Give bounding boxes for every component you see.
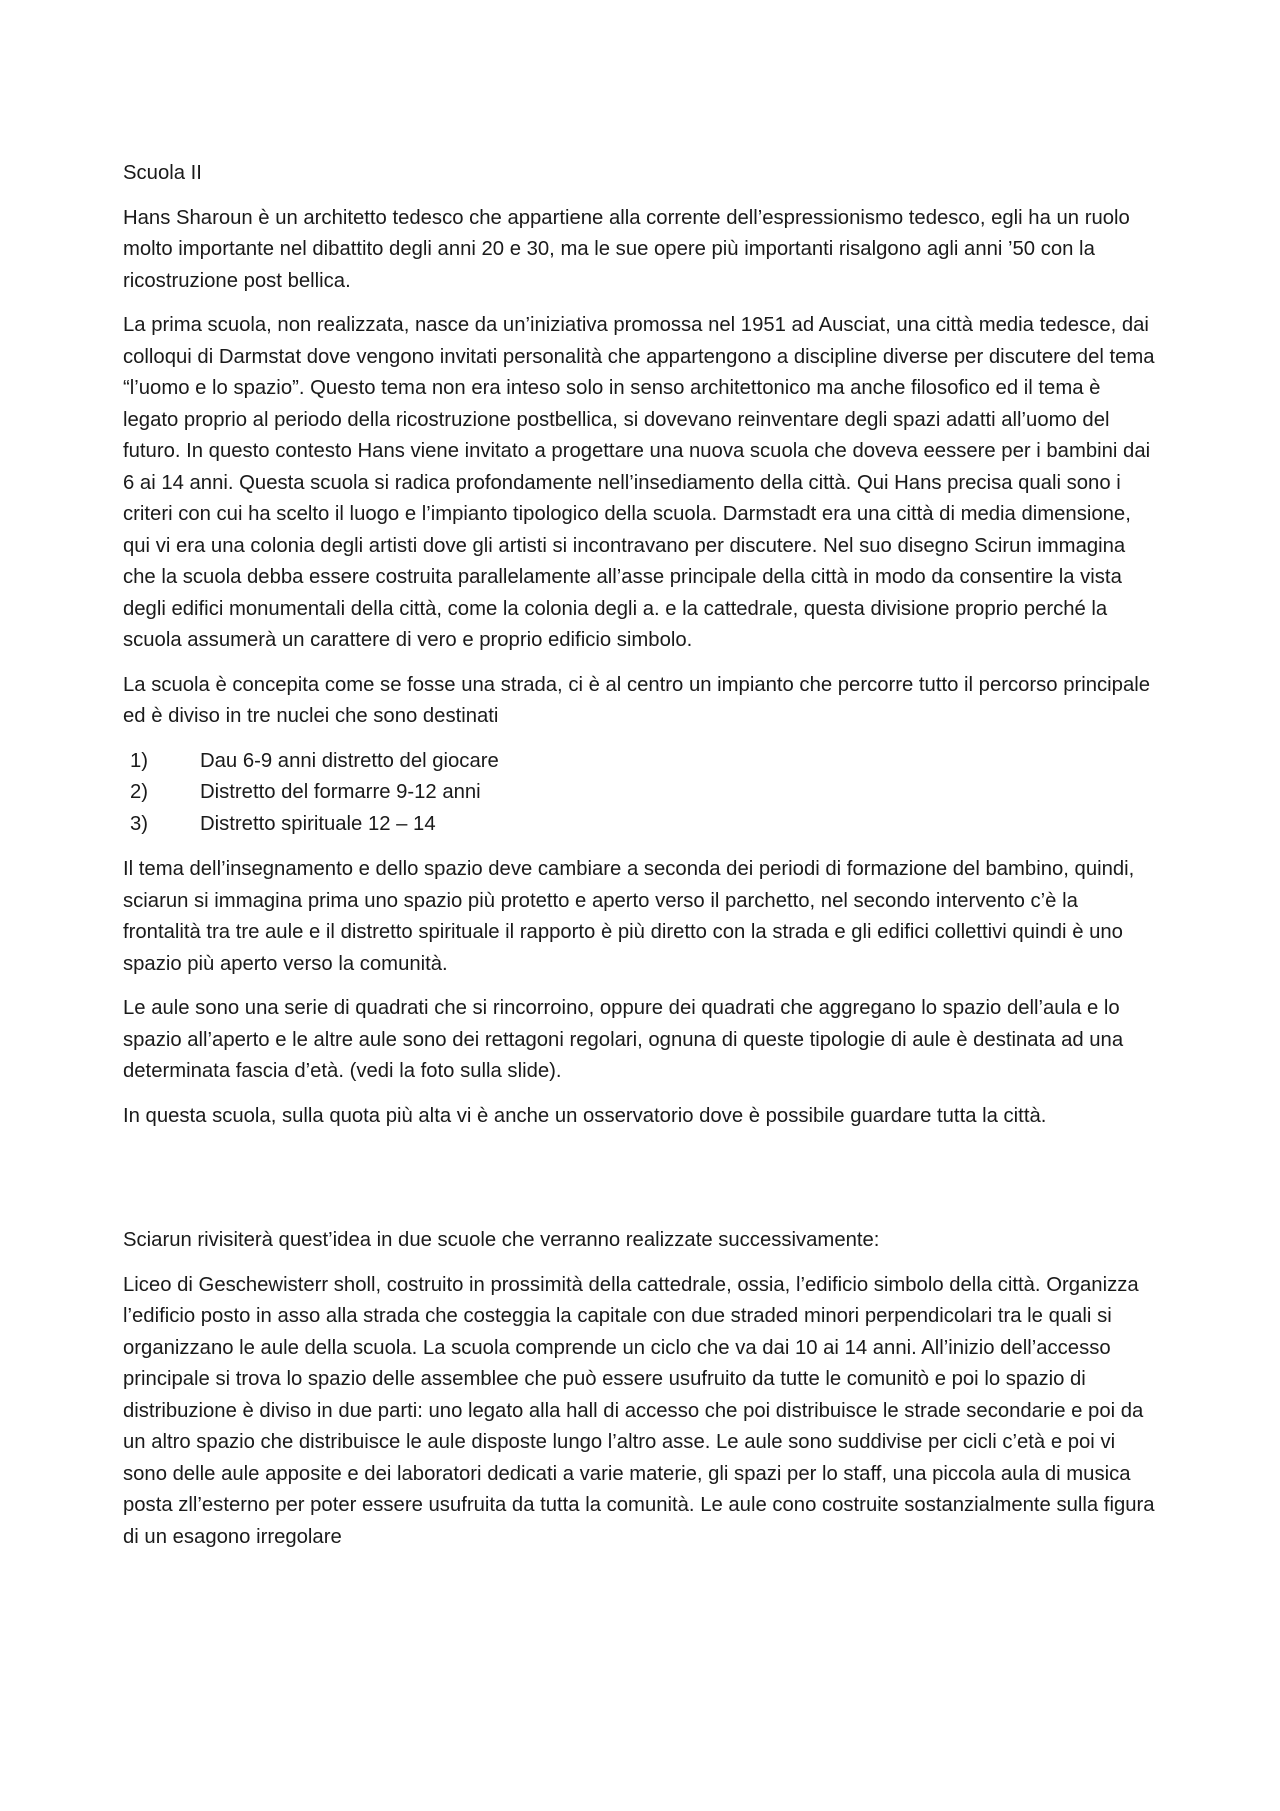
- paragraph-classrooms: Le aule sono una serie di quadrati che si rincorroino, oppure dei quadrati che aggregano lo spazio dell’aula e lo spazio all’aperto e le altre aule sono dei rettagoni regolari, ognuna di queste tipologie di aule è destinata ad una determinata fascia d’età. (vedi la foto sulla slide).: [123, 997, 1124, 1082]
- paragraph-teaching-space: Il tema dell’insegnamento e dello spazio deve cambiare a seconda dei periodi di formazione del bambino, quindi, sciarun si immagina prima uno spazio più protetto e aperto verso il parchetto, nel secondo intervento c’è la frontalità tra tre aule e il distretto spirituale il rapporto è più diretto con la strada e gli edifici collettivi quindi è uno spazio più aperto verso la comunità.: [123, 858, 1135, 975]
- district-list: [123, 746, 1160, 841]
- list-item: [130, 746, 1160, 778]
- paragraph-first-school: La prima scuola, non realizzata, nasce da un’iniziativa promossa nel 1951 ad Ausciat, una città media tedesce, dai colloqui di Darmstat dove vengono invitati personalità che appartengono a discipline diverse per discutere del tema “l’uomo e lo spazio”. Questo tema non era inteso solo in senso architettonico ma anche filosofico ed il tema è legato proprio al periodo della ricostruzione postbellica, si dovevano reinventare degli spazi adatti all’uomo del futuro. In questo contesto Hans viene invitato a progettare una nuova scuola che doveva eessere per i bambini dai 6 ai 14 anni. Questa scuola si radica profondamente nell’insediamento della città. Qui Hans precisa quali sono i criteri con cui ha scelto il luogo e l’impianto tipologico della scuola. Darmstadt era una città di media dimensione, qui vi era una colonia degli artisti dove gli artisti si incontravano per discutere. Nel suo disegno Scirun immagina che la scuola debba essere costruita parallelamente all’asse principale della città in modo da consentire la vista degli edifici monumentali della città, come la colonia degli a. e la cattedrale, questa divisione proprio perché la scuola assumerà un carattere di vero e proprio edificio simbolo.: [123, 314, 1155, 651]
- paragraph-intro: Hans Sharoun è un architetto tedesco che appartiene alla corrente dell’espressionismo tedesco, egli ha un ruolo molto importante nel dibattito degli anni 20 e 30, ma le sue opere più importanti risalgono agli anni ’50 con la ricostruzione post bellica.: [123, 206, 1130, 292]
- list-text: Dau 6-9 anni distretto del giocare: [200, 749, 499, 772]
- paragraph-observatory: In questa scuola, sulla quota più alta vi è anche un osservatorio dove è possibile guardare tutta la città.: [123, 1104, 1047, 1127]
- blank-space: [123, 1145, 1160, 1225]
- list-text: Distretto spirituale 12 – 14: [200, 812, 436, 835]
- paragraph-liceo: Liceo di Geschewisterr sholl, costruito in prossimità della cattedrale, ossia, l’edificio simbolo della città. Organizza l’edificio posto in asso alla strada che costeggia la capitale con due straded minori perpendicolari tra le quali si organizzano le aule della scuola. La scuola comprende un ciclo che va dai 10 ai 14 anni. All’inizio dell’accesso principale si trova lo spazio delle assemblee che può essere usufruito da tutte le comunitò e poi lo spazio di distribuzione è diviso in due parti: uno legato alla hall di accesso che poi distribuisce le strade secondarie e poi da un altro spazio che distribuisce le aule disposte lungo l’altro asse. Le aule sono suddivise per cicli c’età e poi vi sono delle aule apposite e dei laboratori dedicati a varie materie, gli spazi per lo staff, una piccola aula di musica posta zll’esterno per poter essere usufruita da tutta la comunità. Le aule cono costruite sostanzialmente sulla figura di un esagono irregolare: [123, 1273, 1155, 1548]
- paragraph-revisit: Sciarun rivisiterà quest’idea in due scuole che verranno realizzate successivamente:: [123, 1229, 880, 1251]
- document-title: Scuola II: [123, 162, 202, 184]
- list-number: 3): [130, 812, 149, 835]
- paragraph-school-street: La scuola è concepita come se fosse una strada, ci è al centro un impianto che percorre tutto il percorso principale ed è diviso in tre nuclei che sono destinati: [123, 673, 1151, 727]
- list-number: 2): [130, 781, 149, 803]
- list-item: [130, 809, 1160, 841]
- list-number: 1): [130, 749, 149, 772]
- list-item: [130, 777, 1160, 809]
- list-text: Distretto del formarre 9-12 anni: [200, 781, 481, 803]
